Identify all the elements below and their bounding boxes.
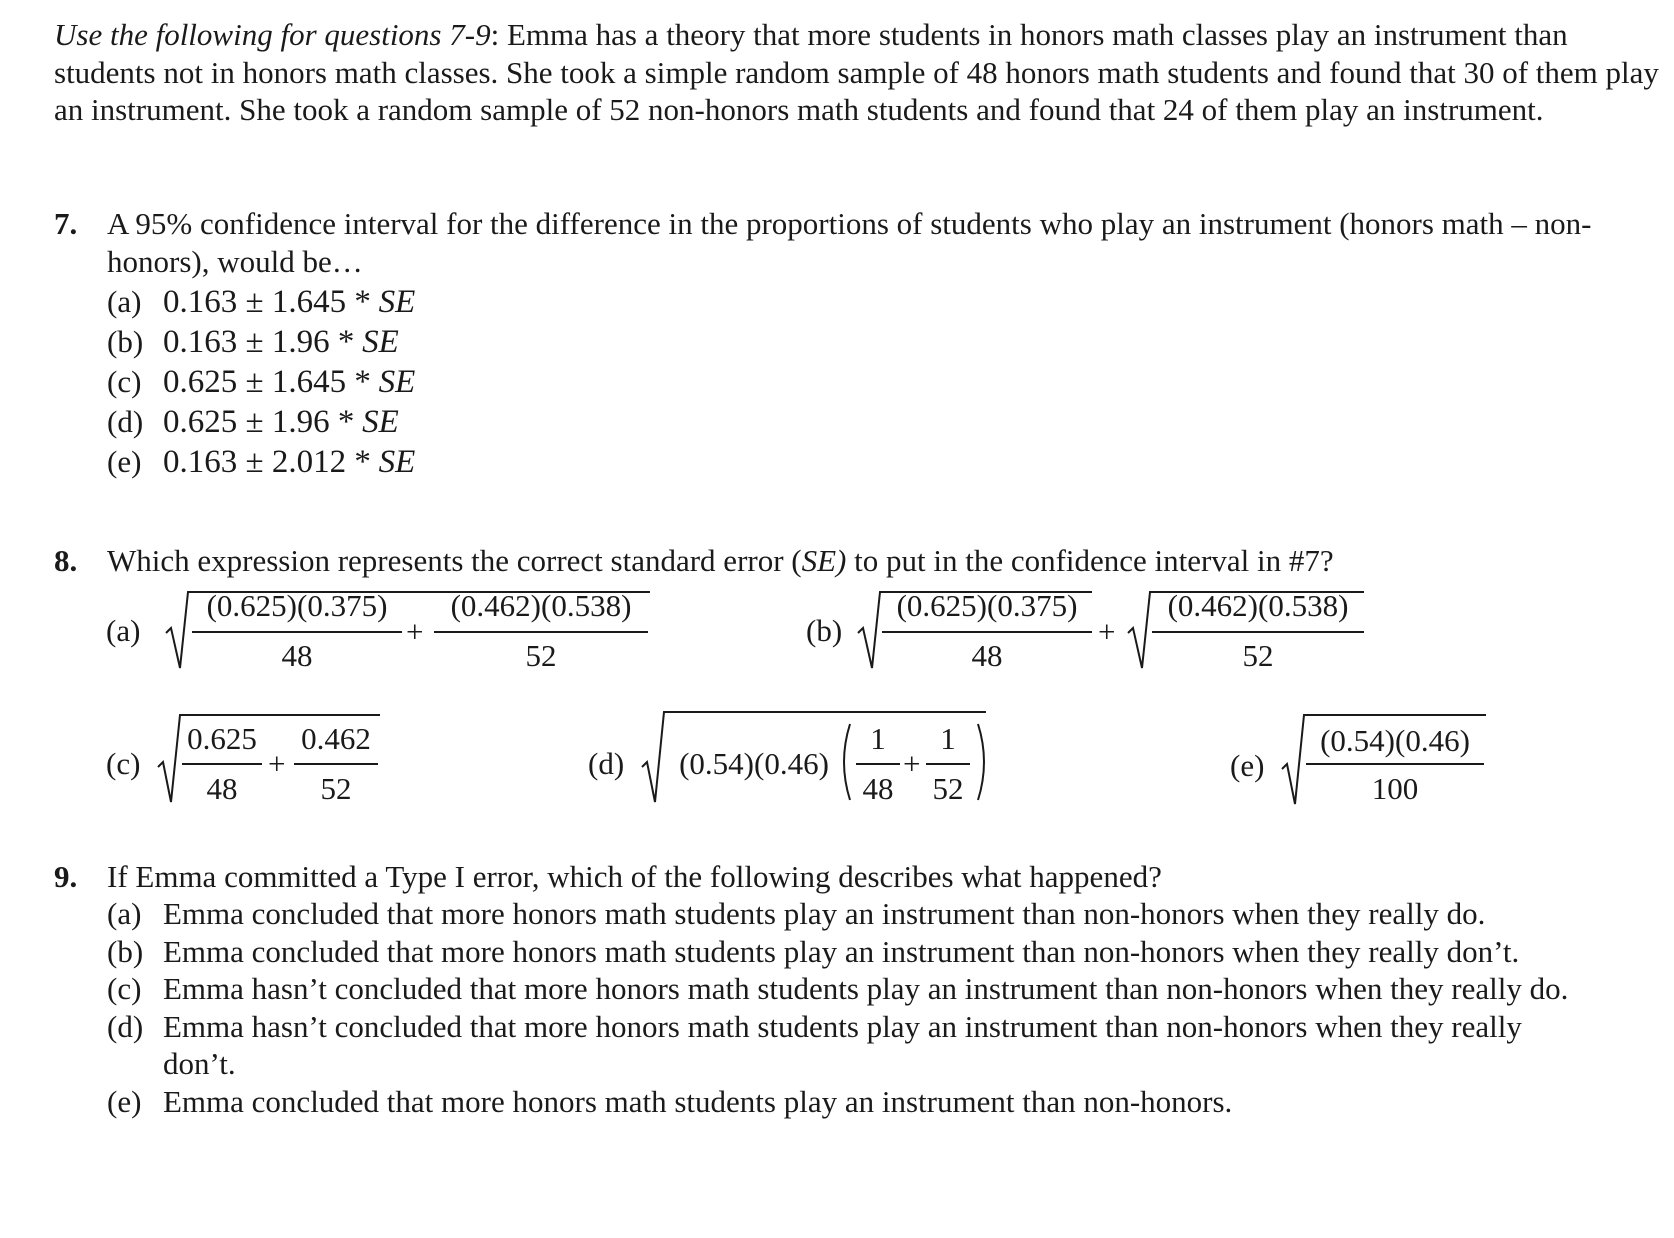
q9-option-text: Emma hasn’t concluded that more honors math students play an instrument than non-honors when they really do. bbox=[163, 971, 1569, 1006]
q8c-numerator-2: 0.462 bbox=[301, 721, 371, 756]
q8b-numerator-1: (0.625)(0.375) bbox=[896, 588, 1078, 623]
q9-option-label: (d) bbox=[107, 1009, 144, 1044]
intro-text: : Emma has a theory that more students in honors math classes play an instrument than students not in honors math classes. She took a simple random sample of 48 honors math students and found that 30 of them play an instrument. She took a random sample of 52 non-honors math students and found that 24 of them play an instrument. bbox=[54, 17, 1659, 127]
q8e-denominator: 100 bbox=[1371, 771, 1419, 806]
q8c-plus: + bbox=[268, 746, 286, 781]
q8a-denominator-1: 48 bbox=[281, 638, 313, 673]
q8d-numerator-2: 1 bbox=[940, 721, 956, 756]
q7-option-label: (a) bbox=[107, 284, 142, 319]
q8c-denominator-1: 48 bbox=[206, 771, 238, 806]
q8b-denominator-1: 48 bbox=[971, 638, 1003, 673]
q8-option-c-label: (c) bbox=[106, 746, 141, 781]
q8-text-se: SE) bbox=[801, 543, 847, 578]
q9-option-label: (c) bbox=[107, 971, 142, 1006]
q8-option-e-label: (e) bbox=[1230, 748, 1265, 783]
q8c-numerator-1: 0.625 bbox=[187, 721, 257, 756]
q8c-denominator-2: 52 bbox=[320, 771, 352, 806]
q8d-numerator-1: 1 bbox=[870, 721, 886, 756]
q9-option-c[interactable] bbox=[107, 970, 1568, 1008]
q8a-denominator-2: 52 bbox=[525, 638, 557, 673]
q7-option-se: SE bbox=[362, 324, 399, 360]
q9-option-text: Emma concluded that more honors math students play an instrument than non-honors. bbox=[163, 1084, 1233, 1119]
intro-lead: Use the following for questions 7-9 bbox=[54, 17, 491, 52]
q8b-plus: + bbox=[1098, 614, 1116, 649]
question-7-text: A 95% confidence interval for the difference in the proportions of students who play an instrument (honors math – non-honors), would be… bbox=[107, 206, 1592, 279]
q8a-plus: + bbox=[406, 614, 424, 649]
q8d-denominator-2: 52 bbox=[932, 771, 964, 806]
q7-option-se: SE bbox=[378, 444, 416, 480]
q8d-denominator-1: 48 bbox=[862, 771, 894, 806]
q9-option-text: Emma hasn’t concluded that more honors math students play an instrument than non-honors when they really bbox=[163, 1009, 1522, 1044]
q8b-denominator-2: 52 bbox=[1242, 638, 1274, 673]
q8a-numerator-2: (0.462)(0.538) bbox=[450, 588, 632, 623]
q9-option-e[interactable] bbox=[107, 1083, 1232, 1121]
q7-option-expr: 0.163 ± 1.96 * bbox=[163, 324, 355, 360]
q9-option-label: (b) bbox=[107, 934, 144, 969]
q7-option-expr: 0.625 ± 1.645 * bbox=[163, 364, 371, 400]
q7-option-expr: 0.625 ± 1.96 * bbox=[163, 404, 355, 440]
q8-text-pre: Which expression represents the correct standard error ( bbox=[107, 543, 802, 578]
q8-option-a-label: (a) bbox=[106, 613, 141, 648]
q7-option-expr: 0.163 ± 1.645 * bbox=[163, 284, 371, 320]
q9-option-d-continuation: don’t. bbox=[163, 1046, 236, 1081]
q7-option-se: SE bbox=[362, 404, 399, 440]
q9-option-label: (a) bbox=[107, 896, 142, 931]
q9-option-text: Emma concluded that more honors math students play an instrument than non-honors when they really do. bbox=[163, 896, 1486, 931]
q8b-numerator-2: (0.462)(0.538) bbox=[1167, 588, 1349, 623]
question-8-number: 8. bbox=[54, 543, 78, 578]
q9-option-text: Emma concluded that more honors math students play an instrument than non-honors when they really don’t. bbox=[163, 934, 1520, 969]
q7-option-label: (c) bbox=[107, 364, 142, 399]
q7-option-label: (b) bbox=[107, 324, 144, 359]
q8-option-b-label: (b) bbox=[806, 613, 843, 648]
q9-option-d[interactable] bbox=[107, 1008, 1522, 1046]
q9-option-b[interactable] bbox=[107, 933, 1519, 971]
q8a-numerator-1: (0.625)(0.375) bbox=[206, 588, 388, 623]
question-9-number: 9. bbox=[54, 859, 78, 894]
q7-option-label: (e) bbox=[107, 444, 142, 479]
q9-option-a[interactable] bbox=[107, 895, 1485, 933]
q8-option-d-label: (d) bbox=[588, 746, 625, 781]
q7-option-se: SE bbox=[378, 364, 416, 400]
question-9-text: If Emma committed a Type I error, which of the following describes what happened? bbox=[107, 859, 1162, 894]
q8e-numerator: (0.54)(0.46) bbox=[1320, 723, 1470, 758]
question-7-number: 7. bbox=[54, 206, 78, 241]
q7-option-label: (d) bbox=[107, 404, 144, 439]
q8d-coefficient: (0.54)(0.46) bbox=[679, 746, 829, 781]
q9-option-label: (e) bbox=[107, 1084, 142, 1119]
q8-text-post: to put in the confidence interval in #7? bbox=[846, 543, 1334, 578]
q8d-plus: + bbox=[903, 746, 921, 781]
q7-option-expr: 0.163 ± 2.012 * bbox=[163, 444, 371, 480]
q7-option-se: SE bbox=[378, 284, 416, 320]
